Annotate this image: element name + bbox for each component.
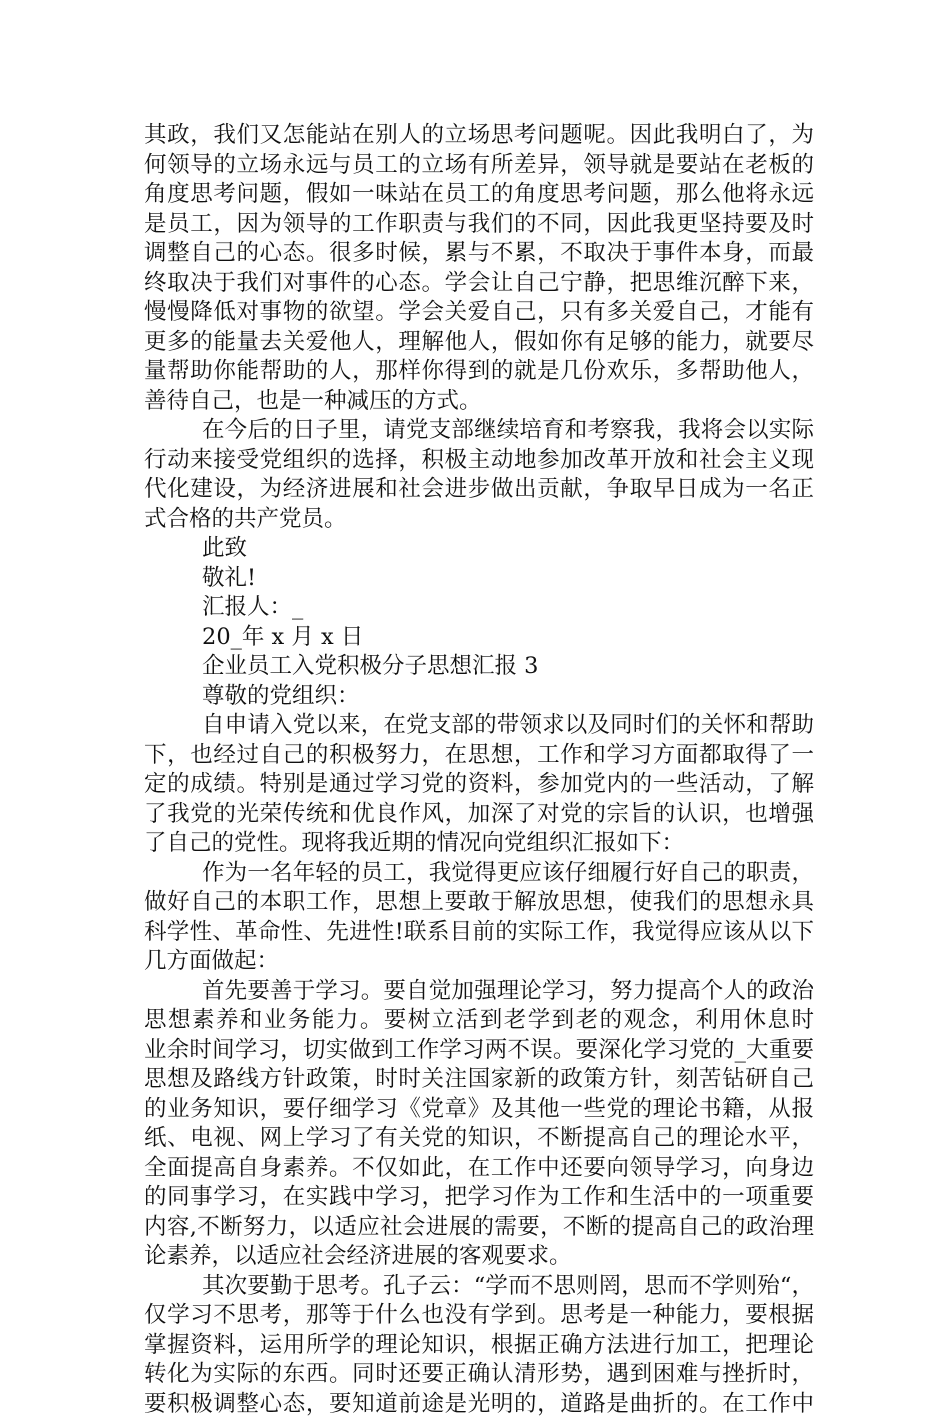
text-line: 下，也经过自己的积极努力，在思想，工作和学习方面都取得了一: [144, 741, 814, 771]
text-line: 内容,不断努力，以适应社会进展的需要，不断的提高自己的政治理: [144, 1213, 814, 1243]
text-line: 仅学习不思考，那等于什么也没有学到。思考是一种能力，要根据: [144, 1301, 814, 1331]
text-line: 企业员工入党积极分子思想汇报 3: [144, 652, 814, 682]
text-line: 思想及路线方针政策，时时关注国家新的政策方针，刻苦钻研自己: [144, 1065, 814, 1095]
text-line: 汇报人：_: [144, 593, 814, 623]
text-line: 定的成绩。特别是通过学习党的资料，参加党内的一些活动，了解: [144, 770, 814, 800]
text-line: 行动来接受党组织的选择，积极主动地参加改革开放和社会主义现: [144, 446, 814, 476]
text-line: 转化为实际的东西。同时还要正确认清形势，遇到困难与挫折时，: [144, 1360, 814, 1390]
text-line: 尊敬的党组织：: [144, 682, 814, 712]
text-line: 做好自己的本职工作，思想上要敢于解放思想，使我们的思想永具: [144, 888, 814, 918]
text-line: 调整自己的心态。很多时候，累与不累，不取决于事件本身，而最: [144, 239, 814, 269]
text-line: 科学性、革命性、先进性!联系目前的实际工作，我觉得应该从以下: [144, 918, 814, 948]
document-body: [144, 121, 814, 1419]
text-line: 善待自己，也是一种减压的方式。: [144, 387, 814, 417]
text-line: 何领导的立场永远与员工的立场有所差异，领导就是要站在老板的: [144, 151, 814, 181]
text-line: 几方面做起：: [144, 947, 814, 977]
text-line: 业余时间学习，切实做到工作学习两不误。要深化学习党的_大重要: [144, 1036, 814, 1066]
text-line: 其政，我们又怎能站在别人的立场思考问题呢。因此我明白了，为: [144, 121, 814, 151]
text-line: 式合格的共产党员。: [144, 505, 814, 535]
text-line: 敬礼!: [144, 564, 814, 594]
text-line: 代化建设，为经济进展和社会进步做出贡献，争取早日成为一名正: [144, 475, 814, 505]
text-line: 纸、电视、网上学习了有关党的知识，不断提高自己的理论水平，: [144, 1124, 814, 1154]
text-line: 是员工，因为领导的工作职责与我们的不同，因此我更坚持要及时: [144, 210, 814, 240]
text-line: 全面提高自身素养。不仅如此，在工作中还要向领导学习，向身边: [144, 1154, 814, 1184]
text-line: 慢慢降低对事物的欲望。学会关爱自己，只有多关爱自己，才能有: [144, 298, 814, 328]
text-line: 自申请入党以来，在党支部的带领求以及同时们的关怀和帮助: [144, 711, 814, 741]
text-line: 的业务知识，要仔细学习《党章》及其他一些党的理论书籍，从报: [144, 1095, 814, 1125]
text-line: 20_年 x 月 x 日: [144, 623, 814, 653]
text-line: 终取决于我们对事件的心态。学会让自己宁静，把思维沉醉下来，: [144, 269, 814, 299]
text-line: 要积极调整心态，要知道前途是光明的，道路是曲折的。在工作中: [144, 1390, 814, 1419]
text-line: 首先要善于学习。要自觉加强理论学习，努力提高个人的政治: [144, 977, 814, 1007]
text-line: 量帮助你能帮助的人，那样你得到的就是几份欢乐，多帮助他人，: [144, 357, 814, 387]
text-line: 角度思考问题，假如一味站在员工的角度思考问题，那么他将永远: [144, 180, 814, 210]
text-line: 更多的能量去关爱他人，理解他人，假如你有足够的能力，就要尽: [144, 328, 814, 358]
text-line: 作为一名年轻的员工，我觉得更应该仔细履行好自己的职责，: [144, 859, 814, 889]
text-line: 思想素养和业务能力。要树立活到老学到老的观念，利用休息时: [144, 1006, 814, 1036]
text-line: 其次要勤于思考。孔子云：“学而不思则罔，思而不学则殆“，: [144, 1272, 814, 1302]
text-line: 了自己的党性。现将我近期的情况向党组织汇报如下：: [144, 829, 814, 859]
text-line: 此致: [144, 534, 814, 564]
text-line: 在今后的日子里，请党支部继续培育和考察我，我将会以实际: [144, 416, 814, 446]
text-line: 掌握资料，运用所学的理论知识，根据正确方法进行加工，把理论: [144, 1331, 814, 1361]
text-line: 了我党的光荣传统和优良作风，加深了对党的宗旨的认识，也增强: [144, 800, 814, 830]
text-line: 论素养，以适应社会经济进展的客观要求。: [144, 1242, 814, 1272]
text-line: 的同事学习，在实践中学习，把学习作为工作和生活中的一项重要: [144, 1183, 814, 1213]
